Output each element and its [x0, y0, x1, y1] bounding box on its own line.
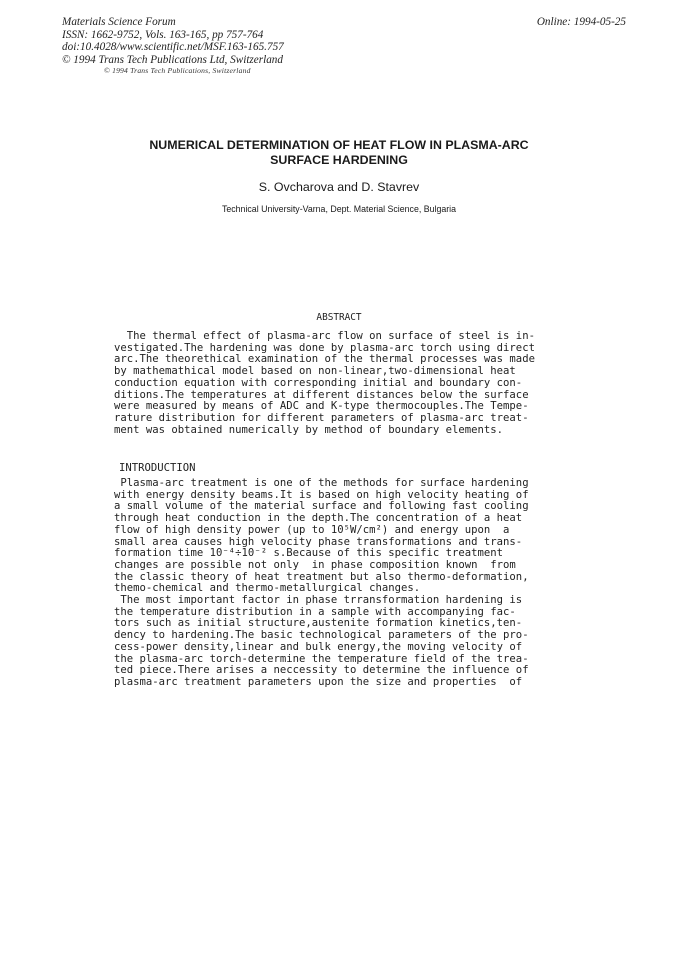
copyright-line: © 1994 Trans Tech Publications Ltd, Switzerland	[62, 53, 283, 66]
intro-line: dency to hardening.The basic technological parameters of the pro-	[114, 629, 529, 642]
intro-line: small area causes high velocity phase transformations and trans-	[114, 535, 523, 548]
abstract-line: arc.The theorethical examination of the thermal processes was made	[114, 353, 535, 366]
abstract-body	[114, 331, 554, 436]
intro-line: a small volume of the material surface and following fast cooling	[114, 500, 529, 513]
intro-line: The most important factor in phase trransformation hardening is	[114, 594, 523, 607]
intro-line: cess-power density,linear and bulk energy,the moving velocity of	[114, 640, 523, 653]
online-date: Online: 1994-05-25	[536, 16, 626, 28]
intro-line: the classic theory of heat treatment but also thermo-deformation,	[114, 570, 529, 583]
abstract-heading: ABSTRACT	[316, 312, 362, 323]
paper-title	[0, 138, 678, 168]
authors: S. Ovcharova and D. Stavrev	[258, 180, 420, 194]
intro-line: the temperature distribution in a sample with accompanying fac-	[114, 605, 516, 618]
abstract-line: The thermal effect of plasma-arc flow on surface of steel is in-	[114, 330, 535, 342]
journal-name: Materials Science Forum	[62, 16, 176, 28]
journal-header	[62, 16, 284, 66]
abstract-line: were measured by means of ADC and K-type thermocouples.The Tempe-	[114, 400, 529, 413]
abstract-line: vestigated.The hardening was done by plasma-arc torch using direct	[114, 341, 535, 354]
intro-line: flow of high density power (up to 10⁵W/cm²) and energy upon a	[114, 523, 510, 536]
abstract-line: by mathemathical model based on non-linear,two-dimensional heat	[114, 365, 516, 378]
intro-line: formation time 10⁻⁴÷10⁻² s.Because of this specific treatment	[114, 547, 504, 560]
intro-line: ted piece.There arises a neccessity to determine the influence of	[114, 664, 529, 677]
intro-line: plasma-arc treatment parameters upon the size and properties of	[114, 675, 523, 688]
intro-line: themo-chemical and thermo-metallurgical changes.	[114, 582, 421, 595]
publisher-stamp: © 1994 Trans Tech Publications, Switzerland	[104, 66, 251, 75]
intro-line: the plasma-arc torch-determine the temperature field of the trea-	[114, 652, 529, 665]
intro-line: changes are possible not only in phase composition known from	[114, 558, 516, 571]
doi-link[interactable]: doi:10.4028/www.scientific.net/MSF.163-165.757	[62, 41, 284, 54]
abstract-line: conduction equation with corresponding initial and boundary con-	[114, 376, 523, 389]
introduction-heading: INTRODUCTION	[119, 462, 196, 474]
title-line-2: SURFACE HARDENING	[270, 153, 408, 167]
introduction-body	[114, 478, 554, 689]
intro-line: tors such as initial structure,austenite formation kinetics,ten-	[114, 617, 523, 630]
issn-line: ISSN: 1662-9752, Vols. 163-165, pp 757-764	[62, 28, 264, 41]
abstract-line: ditions.The temperatures at different distances below the surface	[114, 388, 529, 401]
intro-line: through heat conduction in the depth.The concentration of a heat	[114, 512, 523, 525]
intro-line: with energy density beams.It is based on high velocity heating of	[114, 488, 529, 501]
abstract-line: rature distribution for different parameters of plasma-arc treat-	[114, 411, 529, 424]
abstract-line: ment was obtained numerically by method of boundary elements.	[114, 423, 504, 436]
affiliation: Technical University-Varna, Dept. Material Science, Bulgaria	[221, 204, 457, 214]
intro-line: Plasma-arc treatment is one of the methods for surface hardening	[114, 477, 529, 489]
title-line-1: NUMERICAL DETERMINATION OF HEAT FLOW IN PLASMA-ARC	[149, 138, 529, 152]
